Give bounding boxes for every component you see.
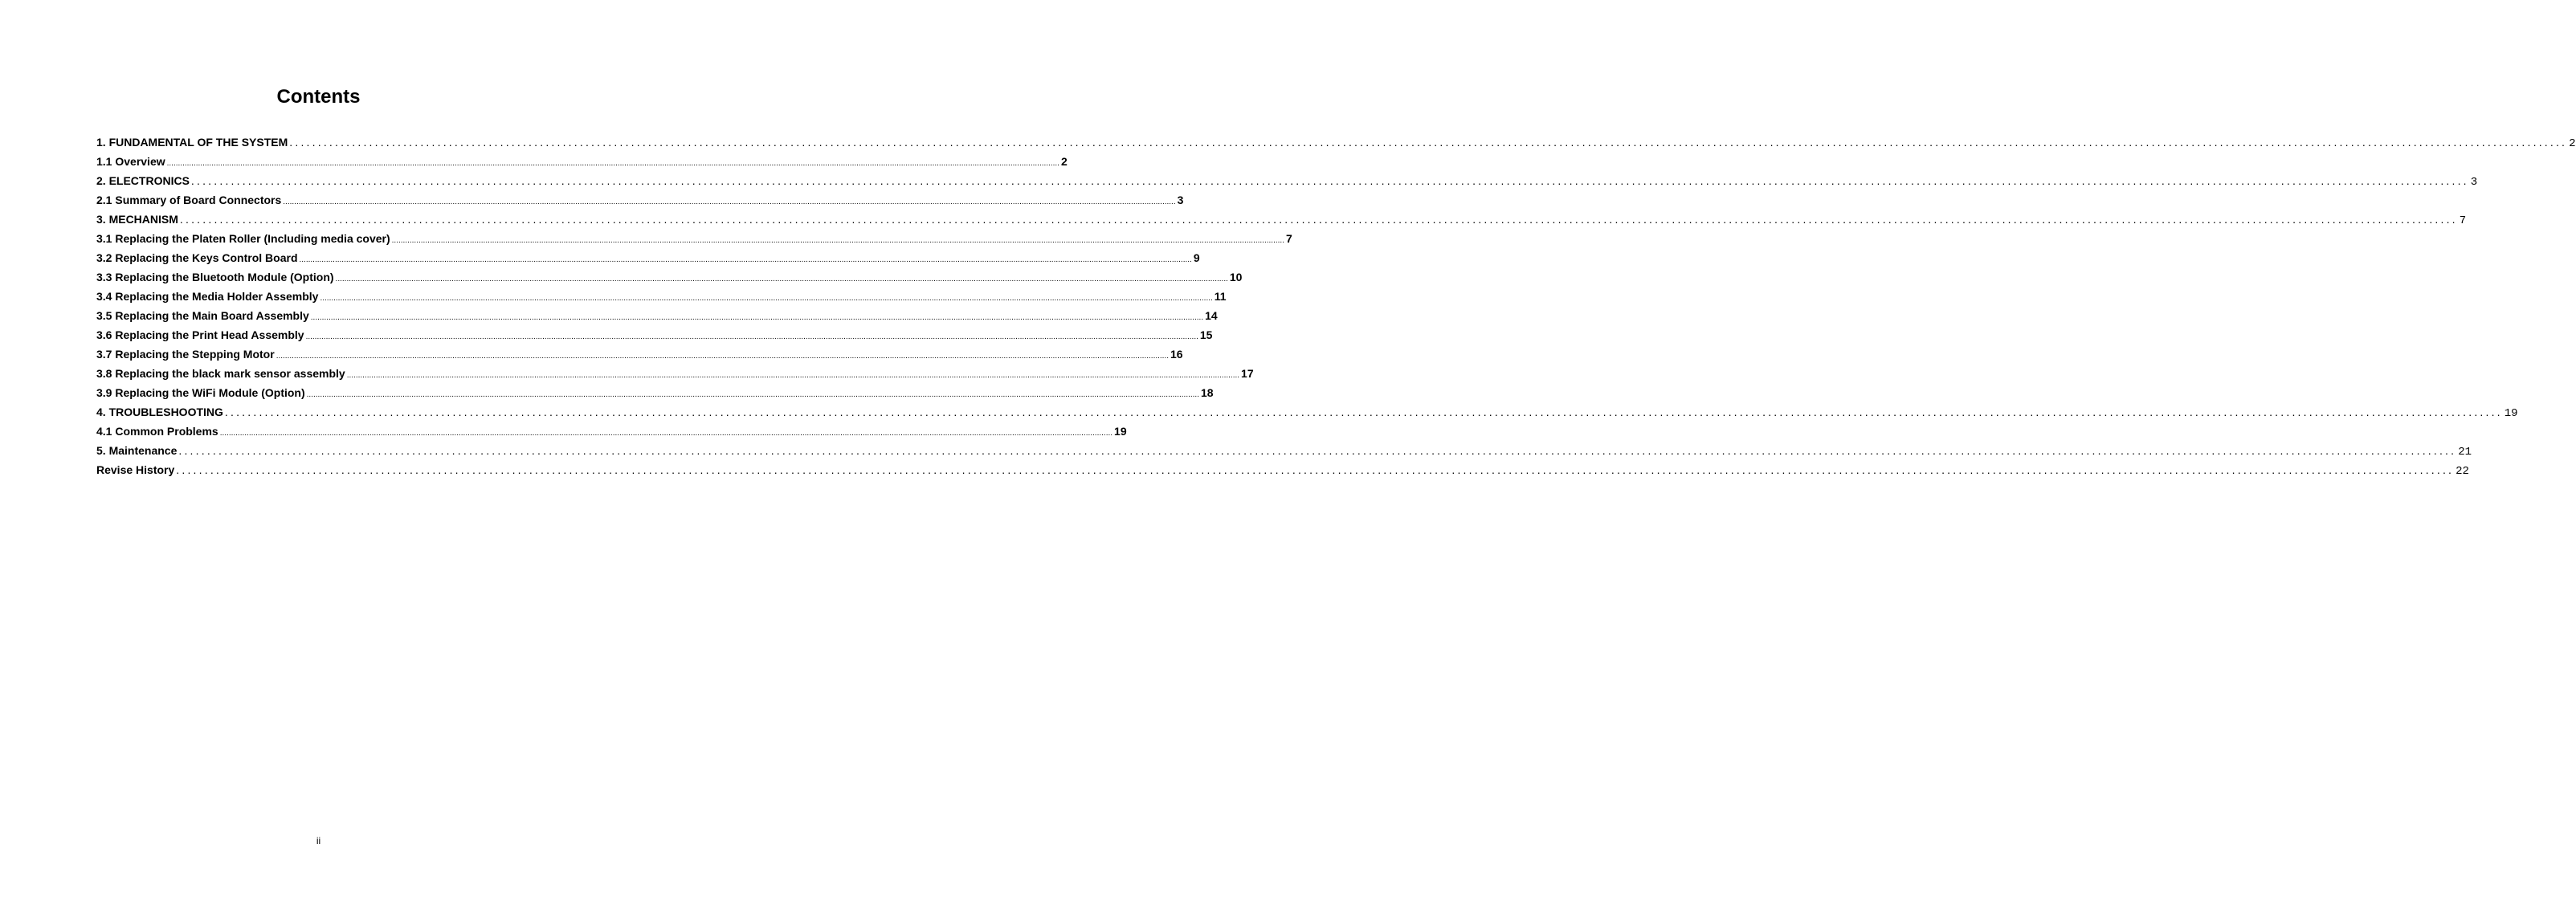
toc-dot-leader: ................................................................................................................................................................................................................................................................................................................................................................................................................ — [219, 429, 1113, 438]
toc-dot-leader: ................................................................................................................................................................................................................................................................................................................................................................................................................ — [283, 198, 1176, 206]
toc-entry-page: 15 — [1199, 328, 1213, 341]
toc-entry-page: 2 — [2569, 137, 2576, 150]
toc-entry[interactable] — [96, 271, 1243, 290]
toc-entry[interactable] — [96, 232, 1292, 251]
toc-dot-leader: ................................................................................................................................................................................................................................................................................................................................................................................................................ — [166, 159, 1059, 168]
toc-dot-leader: ................................................................................................................................................................................................................................................................................................................................................................................................................ — [178, 444, 2457, 457]
toc-entry[interactable] — [96, 213, 2467, 232]
toc-dot-leader: ................................................................................................................................................................................................................................................................................................................................................................................................................ — [335, 275, 1228, 283]
toc-entry-page: 2 — [1060, 155, 1068, 168]
toc-entry[interactable] — [96, 406, 2518, 425]
toc-entry-page: 7 — [1285, 232, 1292, 245]
toc-entry-label: 3.8 Replacing the black mark sensor assembly — [96, 367, 345, 380]
toc-dot-leader: ................................................................................................................................................................................................................................................................................................................................................................................................................ — [310, 313, 1204, 322]
toc-entry-page: 19 — [2504, 407, 2518, 420]
toc-entry-label: 2. ELECTRONICS — [96, 174, 190, 187]
toc-entry-page: 7 — [2459, 214, 2467, 227]
toc-entry-label: 1. FUNDAMENTAL OF THE SYSTEM — [96, 136, 288, 149]
toc-entry-page: 21 — [2458, 446, 2472, 459]
toc-entry[interactable] — [96, 174, 2478, 194]
toc-entry-label: 3.2 Replacing the Keys Control Board — [96, 251, 298, 264]
toc-dot-leader: ................................................................................................................................................................................................................................................................................................................................................................................................................ — [179, 213, 2458, 226]
toc-entry-label: 3. MECHANISM — [96, 213, 178, 226]
toc-entry[interactable] — [96, 444, 2472, 463]
toc-entry-label: 2.1 Summary of Board Connectors — [96, 194, 282, 206]
toc-dot-leader: ................................................................................................................................................................................................................................................................................................................................................................................................................ — [306, 390, 1199, 399]
toc-entry-label: 4. TROUBLESHOOTING — [96, 406, 223, 418]
toc-entry[interactable] — [96, 328, 1213, 348]
toc-entry-label: 3.6 Replacing the Print Head Assembly — [96, 328, 304, 341]
page-number: ii — [316, 835, 321, 846]
toc-entry-page: 11 — [1214, 290, 1227, 303]
toc-entry[interactable] — [96, 155, 1068, 174]
toc-entry[interactable] — [96, 425, 1127, 444]
toc-entry-page: 10 — [1229, 271, 1243, 283]
page-title: Contents — [276, 86, 361, 108]
toc-entry-page: 9 — [1193, 251, 1200, 264]
toc-entry-label: 3.9 Replacing the WiFi Module (Option) — [96, 386, 305, 399]
toc-dot-leader: ................................................................................................................................................................................................................................................................................................................................................................................................................ — [289, 136, 2568, 149]
toc-entry[interactable] — [96, 136, 2576, 155]
toc-entry-label: 1.1 Overview — [96, 155, 165, 168]
toc-entry[interactable] — [96, 386, 1214, 406]
toc-entry[interactable] — [96, 367, 1254, 386]
toc-entry-page: 3 — [1177, 194, 1184, 206]
toc-entry-label: 5. Maintenance — [96, 444, 178, 457]
toc-entry[interactable] — [96, 290, 1227, 309]
table-of-contents — [96, 136, 2576, 483]
toc-entry-label: 3.3 Replacing the Bluetooth Module (Option) — [96, 271, 334, 283]
toc-entry-label: Revise History — [96, 463, 175, 476]
toc-entry[interactable] — [96, 463, 2469, 483]
toc-entry-page: 3 — [2470, 176, 2478, 189]
toc-entry-label: 4.1 Common Problems — [96, 425, 218, 438]
toc-entry-page: 16 — [1170, 348, 1183, 361]
toc-dot-leader: ................................................................................................................................................................................................................................................................................................................................................................................................................ — [176, 463, 2455, 476]
toc-dot-leader: ................................................................................................................................................................................................................................................................................................................................................................................................................ — [391, 236, 1284, 245]
toc-dot-leader: ................................................................................................................................................................................................................................................................................................................................................................................................................ — [320, 294, 1213, 303]
toc-entry-page: 17 — [1241, 367, 1254, 380]
toc-entry-page: 19 — [1114, 425, 1127, 438]
toc-entry-label: 3.4 Replacing the Media Holder Assembly — [96, 290, 319, 303]
toc-entry-label: 3.1 Replacing the Platen Roller (Including media cover) — [96, 232, 390, 245]
toc-entry-page: 18 — [1200, 386, 1214, 399]
toc-entry-page: 14 — [1205, 309, 1218, 322]
toc-entry-page: 22 — [2456, 465, 2469, 478]
toc-entry-label: 3.7 Replacing the Stepping Motor — [96, 348, 275, 361]
toc-dot-leader: ................................................................................................................................................................................................................................................................................................................................................................................................................ — [276, 352, 1170, 361]
toc-entry[interactable] — [96, 194, 1184, 213]
toc-dot-leader: ................................................................................................................................................................................................................................................................................................................................................................................................................ — [190, 174, 2469, 187]
toc-entry[interactable] — [96, 309, 1218, 328]
toc-dot-leader: ................................................................................................................................................................................................................................................................................................................................................................................................................ — [299, 255, 1192, 264]
toc-dot-leader: ................................................................................................................................................................................................................................................................................................................................................................................................................ — [224, 406, 2503, 418]
toc-dot-leader: ................................................................................................................................................................................................................................................................................................................................................................................................................ — [346, 371, 1240, 380]
toc-entry[interactable] — [96, 348, 1183, 367]
toc-dot-leader: ................................................................................................................................................................................................................................................................................................................................................................................................................ — [305, 332, 1198, 341]
toc-entry-label: 3.5 Replacing the Main Board Assembly — [96, 309, 309, 322]
toc-entry[interactable] — [96, 251, 1200, 271]
